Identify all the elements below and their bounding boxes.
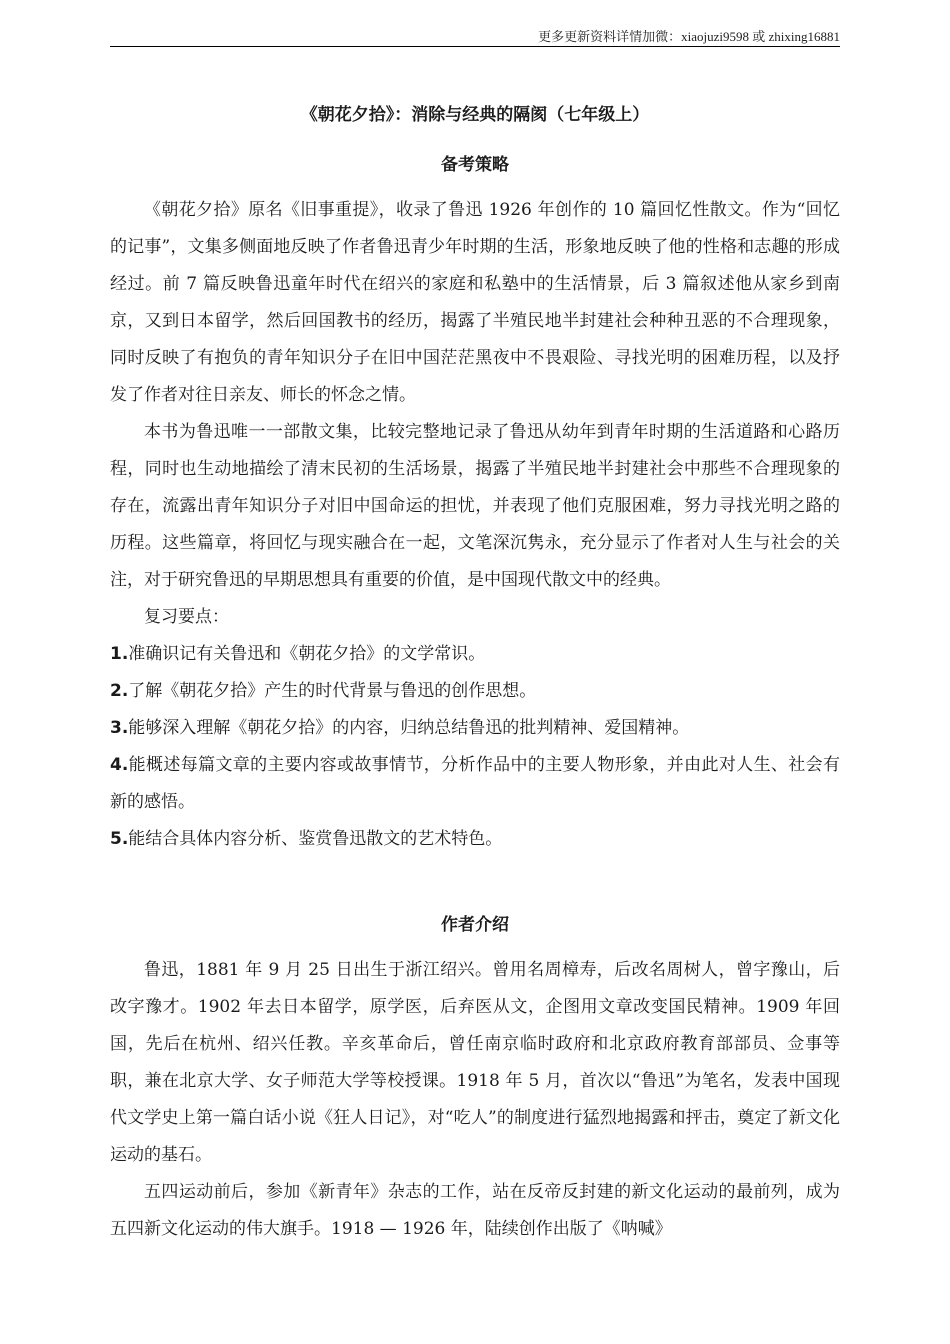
document-title: 《朝花夕拾》：消除与经典的隔阂（七年级上）: [300, 105, 650, 125]
page-header: [110, 22, 840, 47]
author-body: [110, 952, 840, 1248]
review-point-4: 4.能概述每篇文章的主要内容或故事情节，分析作品中的主要人物形象，并由此对人生、社会有新的感悟。: [110, 755, 840, 812]
strategy-body: [110, 192, 840, 858]
strategy-paragraph-1: 《朝花夕拾》原名《旧事重提》，收录了鲁迅 1926 年创作的 10 篇回忆性散文。作为“回忆的记事”，文集多侧面地反映了作者鲁迅青少年时期的生活，形象地反映了他的性格和志趣的形成经过。前 7 篇反映鲁迅童年时代在绍兴的家庭和私塾中的生活情景，后 3 篇叙述他从家乡到南京，又到日本留学，然后回国教书的经历，揭露了半殖民地半封建社会种种丑恶的不合理现象，同时反映了有抱负的青年知识分子在旧中国茫茫黑夜中不畏艰险、寻找光明的困难历程，以及抒发了作者对往日亲友、师长的怀念之情。: [110, 200, 840, 405]
author-paragraph-2: 五四运动前后，参加《新青年》杂志的工作，站在反帝反封建的新文化运动的最前列，成为五四新文化运动的伟大旗手。1918 — 1926 年，陆续创作出版了《呐喊》: [110, 1182, 840, 1239]
section-heading-strategy: 备考策略: [441, 155, 509, 175]
author-paragraph-1: 鲁迅，1881 年 9 月 25 日出生于浙江绍兴。曾用名周樟寿，后改名周树人，曾字豫山，后改字豫才。1902 年去日本留学，原学医，后弃医从文，企图用文章改变国民精神。1909 年回国，先后在杭州、绍兴任教。辛亥革命后，曾任南京临时政府和北京政府教育部部员、佥事等职，兼在北京大学、女子师范大学等校授课。1918 年 5 月，首次以“鲁迅”为笔名，发表中国现代文学史上第一篇白话小说《狂人日记》，对“吃人”的制度进行猛烈地揭露和抨击，奠定了新文化运动的基石。: [110, 960, 840, 1165]
section-heading-author: 作者介绍: [441, 915, 509, 935]
review-point-3: 3.能够深入理解《朝花夕拾》的内容，归纳总结鲁迅的批判精神、爱国精神。: [110, 718, 690, 738]
review-point-1: 1.准确识记有关鲁迅和《朝花夕拾》的文学常识。: [110, 644, 486, 664]
review-point-5: 5.能结合具体内容分析、鉴赏鲁迅散文的艺术特色。: [110, 829, 503, 849]
header-contact-text: 更多更新资料详情加微：xiaojuzi9598 或 zhixing16881: [538, 29, 840, 44]
review-point-2: 2.了解《朝花夕拾》产生的时代背景与鲁迅的创作思想。: [110, 681, 537, 701]
review-label: 复习要点：: [144, 607, 229, 627]
strategy-paragraph-2: 本书为鲁迅唯一一部散文集，比较完整地记录了鲁迅从幼年到青年时期的生活道路和心路历程，同时也生动地描绘了清末民初的生活场景，揭露了半殖民地半封建社会中那些不合理现象的存在，流露出青年知识分子对旧中国命运的担忧，并表现了他们克服困难，努力寻找光明之路的历程。这些篇章，将回忆与现实融合在一起，文笔深沉隽永，充分显示了作者对人生与社会的关注，对于研究鲁迅的早期思想具有重要的价值，是中国现代散文中的经典。: [110, 422, 840, 590]
